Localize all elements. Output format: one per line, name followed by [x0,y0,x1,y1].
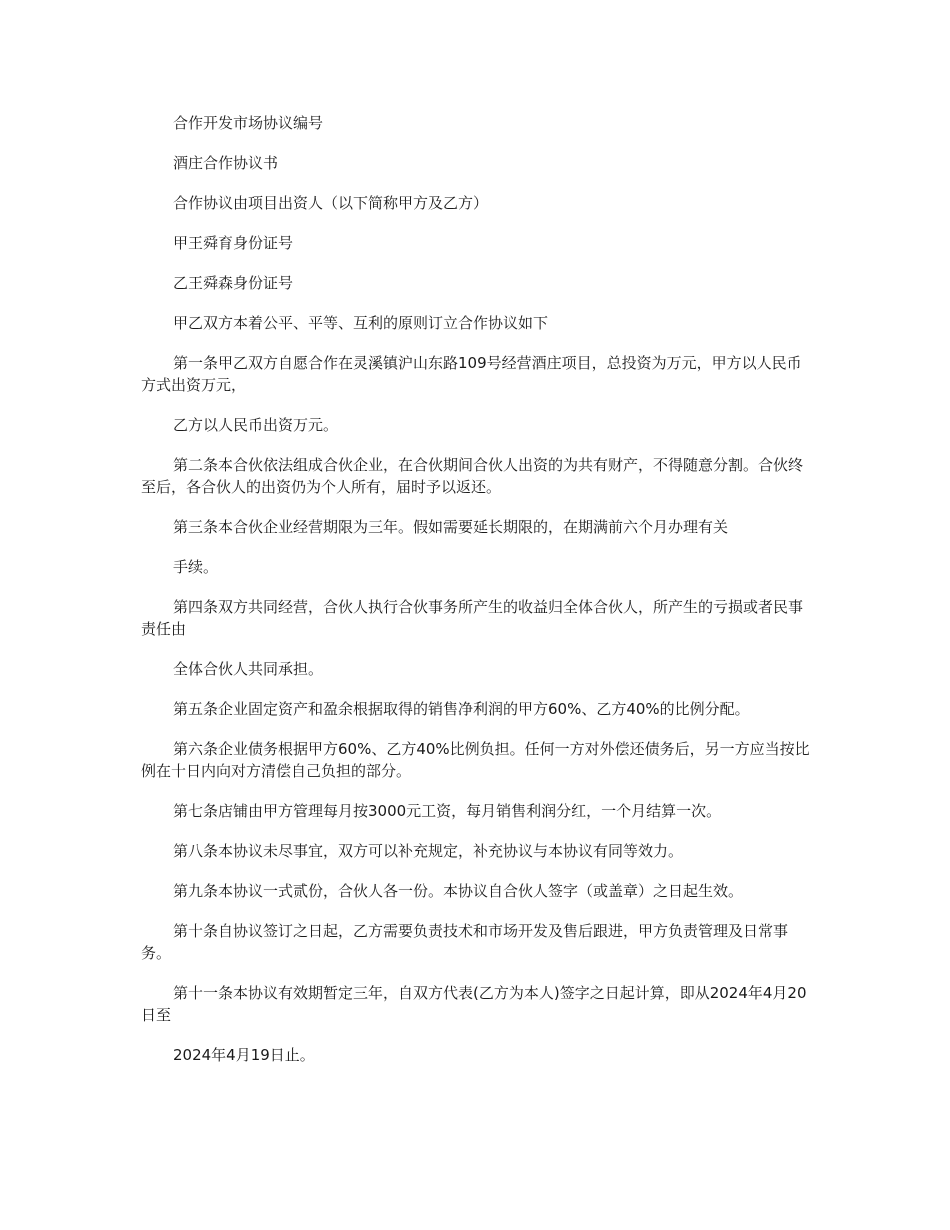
article-11: 第十一条本协议有效期暂定三年，自双方代表(乙方为本人)签字之日起计算，即从2024年4月20日至 [141,984,807,1024]
article-1-continued: 乙方以人民币出资万元。 [173,416,339,434]
article-6: 第六条企业债务根据甲方60%、乙方40%比例负担。任何一方对外偿还债务后，另一方应当按比例在十日内向对方清偿自己负担的部分。 [141,740,810,780]
principles-line: 甲乙双方本着公平、平等、互利的原则订立合作协议如下 [173,314,549,332]
article-8: 第八条本协议未尽事宜，双方可以补充规定，补充协议与本协议有同等效力。 [173,842,684,860]
article-1: 第一条甲乙双方自愿合作在灵溪镇沪山东路109号经营酒庄项目，总投资为万元，甲方以人民币方式出资万元， [141,354,802,394]
article-9: 第九条本协议一式贰份，合伙人各一份。本协议自合伙人签字（或盖章）之日起生效。 [173,882,744,900]
article-3-continued: 手续。 [173,558,219,576]
article-4: 第四条双方共同经营，合伙人执行合伙事务所产生的收益归全体合伙人，所产生的亏损或者民事责任由 [141,598,804,638]
party-b-line: 乙王舜森身份证号 [173,274,294,292]
article-4-continued: 全体合伙人共同承担。 [173,660,324,678]
document-title: 酒庄合作协议书 [173,154,279,172]
article-2: 第二条本合伙依法组成合伙企业，在合伙期间合伙人出资的为共有财产，不得随意分割。合伙终至后，各合伙人的出资仍为个人所有，届时予以返还。 [141,456,804,496]
document-number-line: 合作开发市场协议编号 [173,114,324,132]
article-3: 第三条本合伙企业经营期限为三年。假如需要延长期限的，在期满前六个月办理有关 [173,518,729,536]
document-body [141,112,811,1066]
article-11-continued: 2024年4月19日止。 [173,1046,315,1064]
article-7: 第七条店铺由甲方管理每月按3000元工资，每月销售利润分红，一个月结算一次。 [173,802,722,820]
investors-intro: 合作协议由项目出资人（以下简称甲方及乙方） [173,194,489,212]
article-5: 第五条企业固定资产和盈余根据取得的销售净利润的甲方60%、乙方40%的比例分配。 [173,700,750,718]
article-10: 第十条自协议签订之日起，乙方需要负责技术和市场开发及售后跟进，甲方负责管理及日常事务。 [141,922,789,962]
party-a-line: 甲王舜育身份证号 [173,234,294,252]
